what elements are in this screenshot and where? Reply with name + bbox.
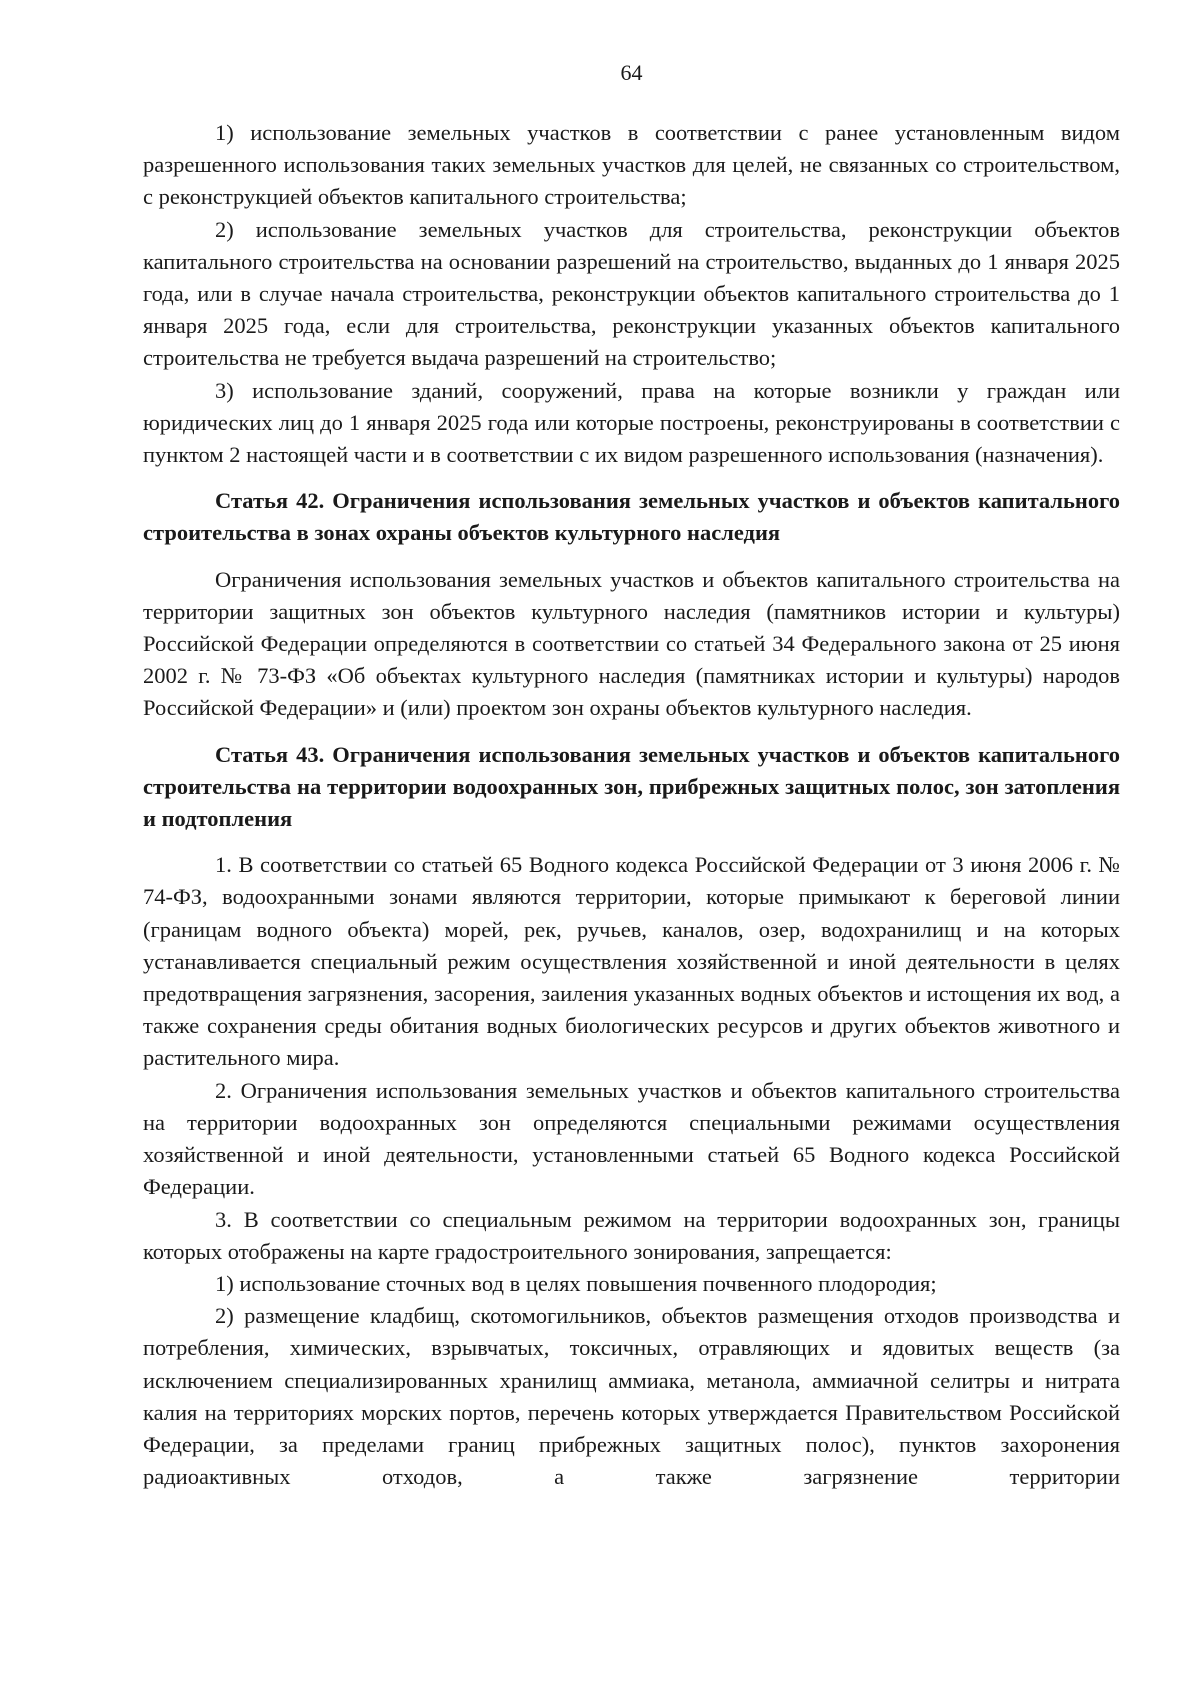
article-43-paragraph-1: 1. В соответствии со статьей 65 Водного кодекса Российской Федерации от 3 июня 2006 г. № 74-ФЗ, водоохранными зонами являются территории, которые примыкают к береговой линии (границам водного объекта) морей, рек, ручьев, каналов, озер, водохранилищ и на которых устанавливается специальный режим осуществления хозяйственной и иной деятельности в целях предотвращения загрязнения, засорения, заиления указанных водных объектов и истощения их вод, а также сохранения среды обитания водных биологических ресурсов и других объектов животного и растительного мира. bbox=[143, 852, 1120, 1071]
article-43-list-item-1: 1) использование сточных вод в целях повышения почвенного плодородия; bbox=[215, 1270, 937, 1296]
article-43-paragraph-2: 2. Ограничения использования земельных участков и объектов капитального строительства на территории водоохранных зон определяются специальными режимами осуществления хозяйственной и иной деятельности, установленными статьей 65 Водного кодекса Российской Федерации. bbox=[143, 1077, 1120, 1200]
article-42-heading: Статья 42. Ограничения использования земельных участков и объектов капитального строительства в зонах охраны объектов культурного наследия bbox=[143, 488, 1120, 546]
document-body bbox=[143, 117, 1120, 1493]
article-43-heading: Статья 43. Ограничения использования земельных участков и объектов капитального строительства на территории водоохранных зон, прибрежных защитных полос, зон затопления и подтопления bbox=[143, 741, 1120, 832]
article-43-list-item-2: 2) размещение кладбищ, скотомогильников, объектов размещения отходов производства и потребления, химических, взрывчатых, токсичных, отравляющих и ядовитых веществ (за исключением специализированных хранилищ аммиака, метанола, аммиачной селитры и нитрата калия на территориях морских портов, перечень которых утверждается Правительством Российской Федерации, за пределами границ прибрежных защитных полос), пунктов захоронения радиоактивных отходов, а также загрязнение территории bbox=[143, 1303, 1120, 1490]
page-number: 64 bbox=[620, 60, 643, 85]
article-43-paragraph-3: 3. В соответствии со специальным режимом на территории водоохранных зон, границы которых отображены на карте градостроительного зонирования, запрещается: bbox=[143, 1206, 1120, 1264]
paragraph-list-item-1: 1) использование земельных участков в соответствии с ранее установленным видом разрешенного использования таких земельных участков для целей, не связанных со строительством, с реконструкцией объектов капитального строительства; bbox=[143, 120, 1120, 210]
article-42-paragraph: Ограничения использования земельных участков и объектов капитального строительства на территории защитных зон объектов культурного наследия (памятников истории и культуры) Российской Федерации определяются в соответствии со статьей 34 Федерального закона от 25 июня 2002 г. № 73-ФЗ «Об объектах культурного наследия (памятниках истории и культуры) народов Российской Федерации» и (или) проектом зон охраны объектов культурного наследия. bbox=[143, 566, 1120, 721]
paragraph-list-item-2: 2) использование земельных участков для строительства, реконструкции объектов капитального строительства на основании разрешений на строительство, выданных до 1 января 2025 года, или в случае начала строительства, реконструкции объектов капитального строительства до 1 января 2025 года, если для строительства, реконструкции указанных объектов капитального строительства не требуется выдача разрешений на строительство; bbox=[143, 216, 1120, 371]
paragraph-list-item-3: 3) использование зданий, сооружений, права на которые возникли у граждан или юридических лиц до 1 января 2025 года или которые построены, реконструированы в соответствии с пунктом 2 настоящей части и в соответствии с их видом разрешенного использования (назначения). bbox=[143, 377, 1120, 468]
